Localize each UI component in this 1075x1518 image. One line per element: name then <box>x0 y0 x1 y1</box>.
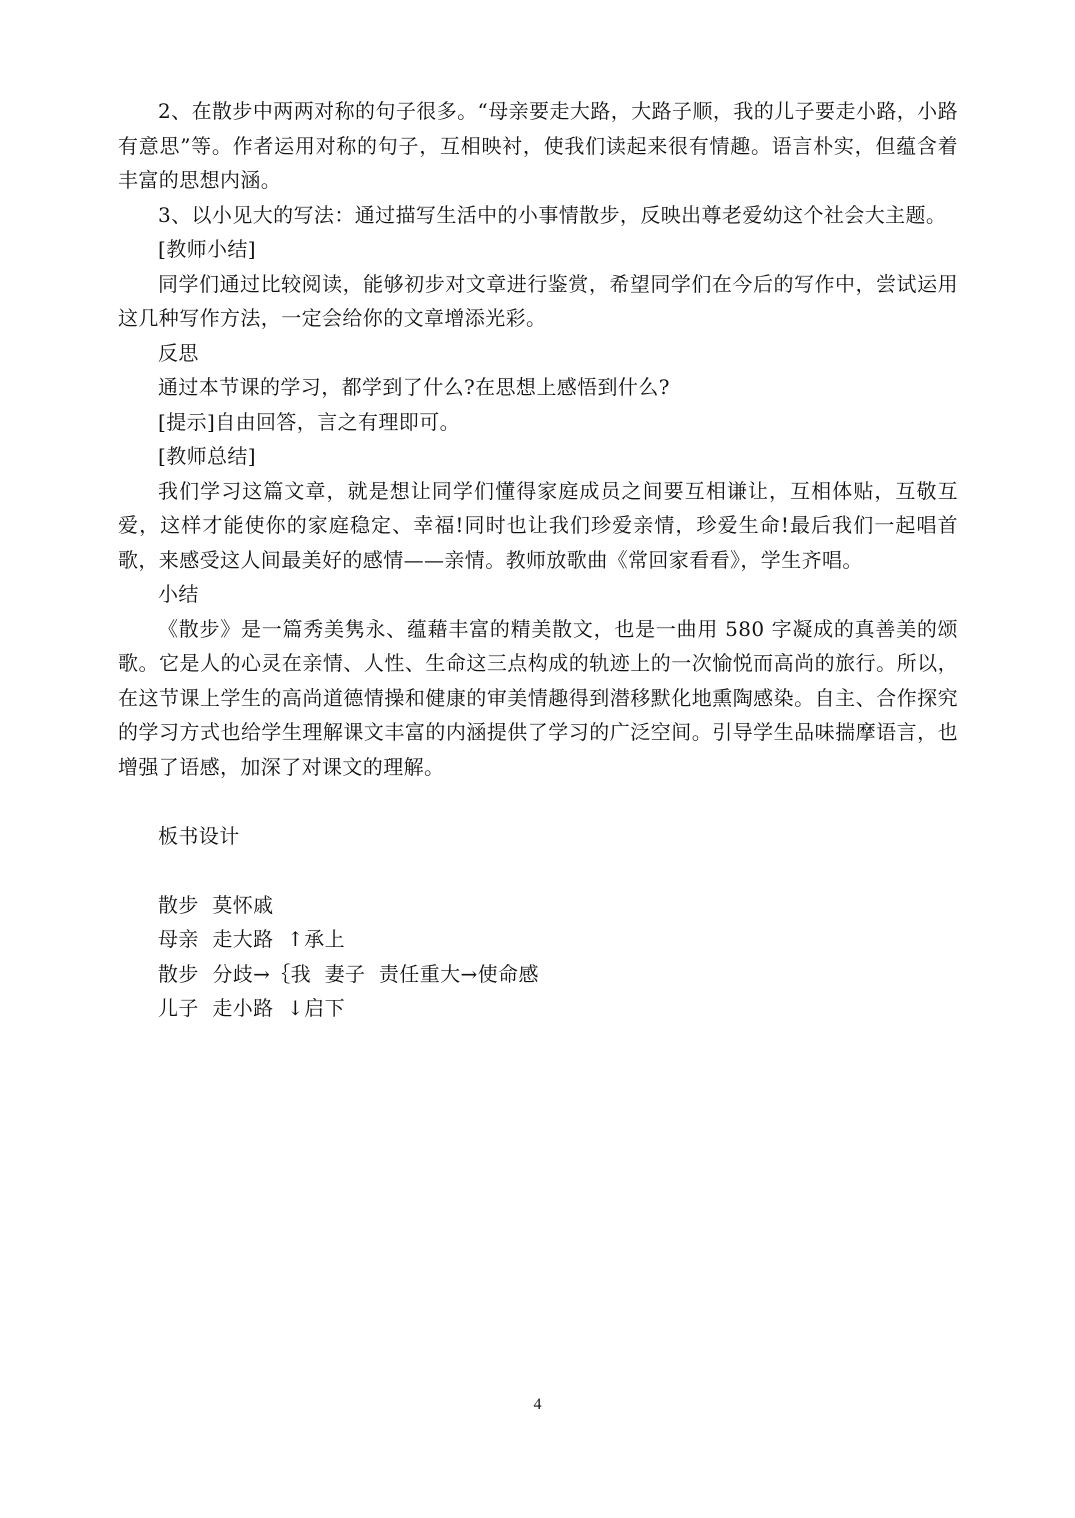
paragraph-teacher-conclusion: 我们学习这篇文章，就是想让同学们懂得家庭成员之间要互相谦让，互相体贴，互敬互爱，这样才能使你的家庭稳定、幸福!同时也让我们珍爱亲情，珍爱生命!最后我们一起唱首歌，来感受这人间最美好的感情——亲情。教师放歌曲《常回家看看》，学生齐唱。 <box>118 478 958 572</box>
heading-teacher-summary: [教师小结] <box>158 237 257 261</box>
board-line-title: 散步 莫怀戚 <box>158 892 274 917</box>
heading-reflection: 反思 <box>158 340 199 365</box>
page-number: 4 <box>533 1396 542 1413</box>
heading-teacher-conclusion: [教师总结] <box>158 444 257 468</box>
paragraph-small-to-big: 3、以小见大的写法：通过描写生活中的小事情散步，反映出尊老爱幼这个社会大主题。 <box>158 202 947 227</box>
paragraph-summary: 《散步》是一篇秀美隽永、蕴藉丰富的精美散文，也是一曲用 580 字凝成的真善美的颂歌。它是人的心灵在亲情、人性、生命这三点构成的轨迹上的一次愉悦而高尚的旅行。所以，在这节课上学生的高尚道德情操和健康的审美情趣得到潜移默化地熏陶感染。自主、合作探究的学习方式也给学生理解课文丰富的内涵提供了学习的广泛空间。引导学生品味揣摩语言，也增强了语感，加深了对课文的理解。 <box>118 616 958 779</box>
board-line-mother: 母亲 走大路 ↑承上 <box>158 927 345 951</box>
paragraph-reflection-question: 通过本节课的学习，都学到了什么?在思想上感悟到什么? <box>158 375 670 399</box>
board-design-title: 板书设计 <box>158 823 240 848</box>
paragraph-hint: [提示]自由回答，言之有理即可。 <box>158 409 461 434</box>
heading-summary: 小结 <box>158 582 199 606</box>
page-content <box>118 94 958 1026</box>
paragraph-symmetric-sentences: 2、在散步中两两对称的句子很多。“母亲要走大路，大路子顺，我的儿子要走小路，小路有意思”等。作者运用对称的句子，互相映衬，使我们读起来很有情趣。语言朴实，但蕴含着丰富的思想内涵。 <box>118 99 958 192</box>
blank-line <box>118 853 958 888</box>
board-line-son: 儿子 走小路 ↓启下 <box>158 996 345 1020</box>
blank-line <box>118 784 958 819</box>
board-line-divergence: 散步 分歧→｛我 妻子 责任重大→使命感 <box>158 961 539 986</box>
paragraph-teacher-summary: 同学们通过比较阅读，能够初步对文章进行鉴赏，希望同学们在今后的写作中，尝试运用这几种写作方法，一定会给你的文章增添光彩。 <box>118 271 958 330</box>
